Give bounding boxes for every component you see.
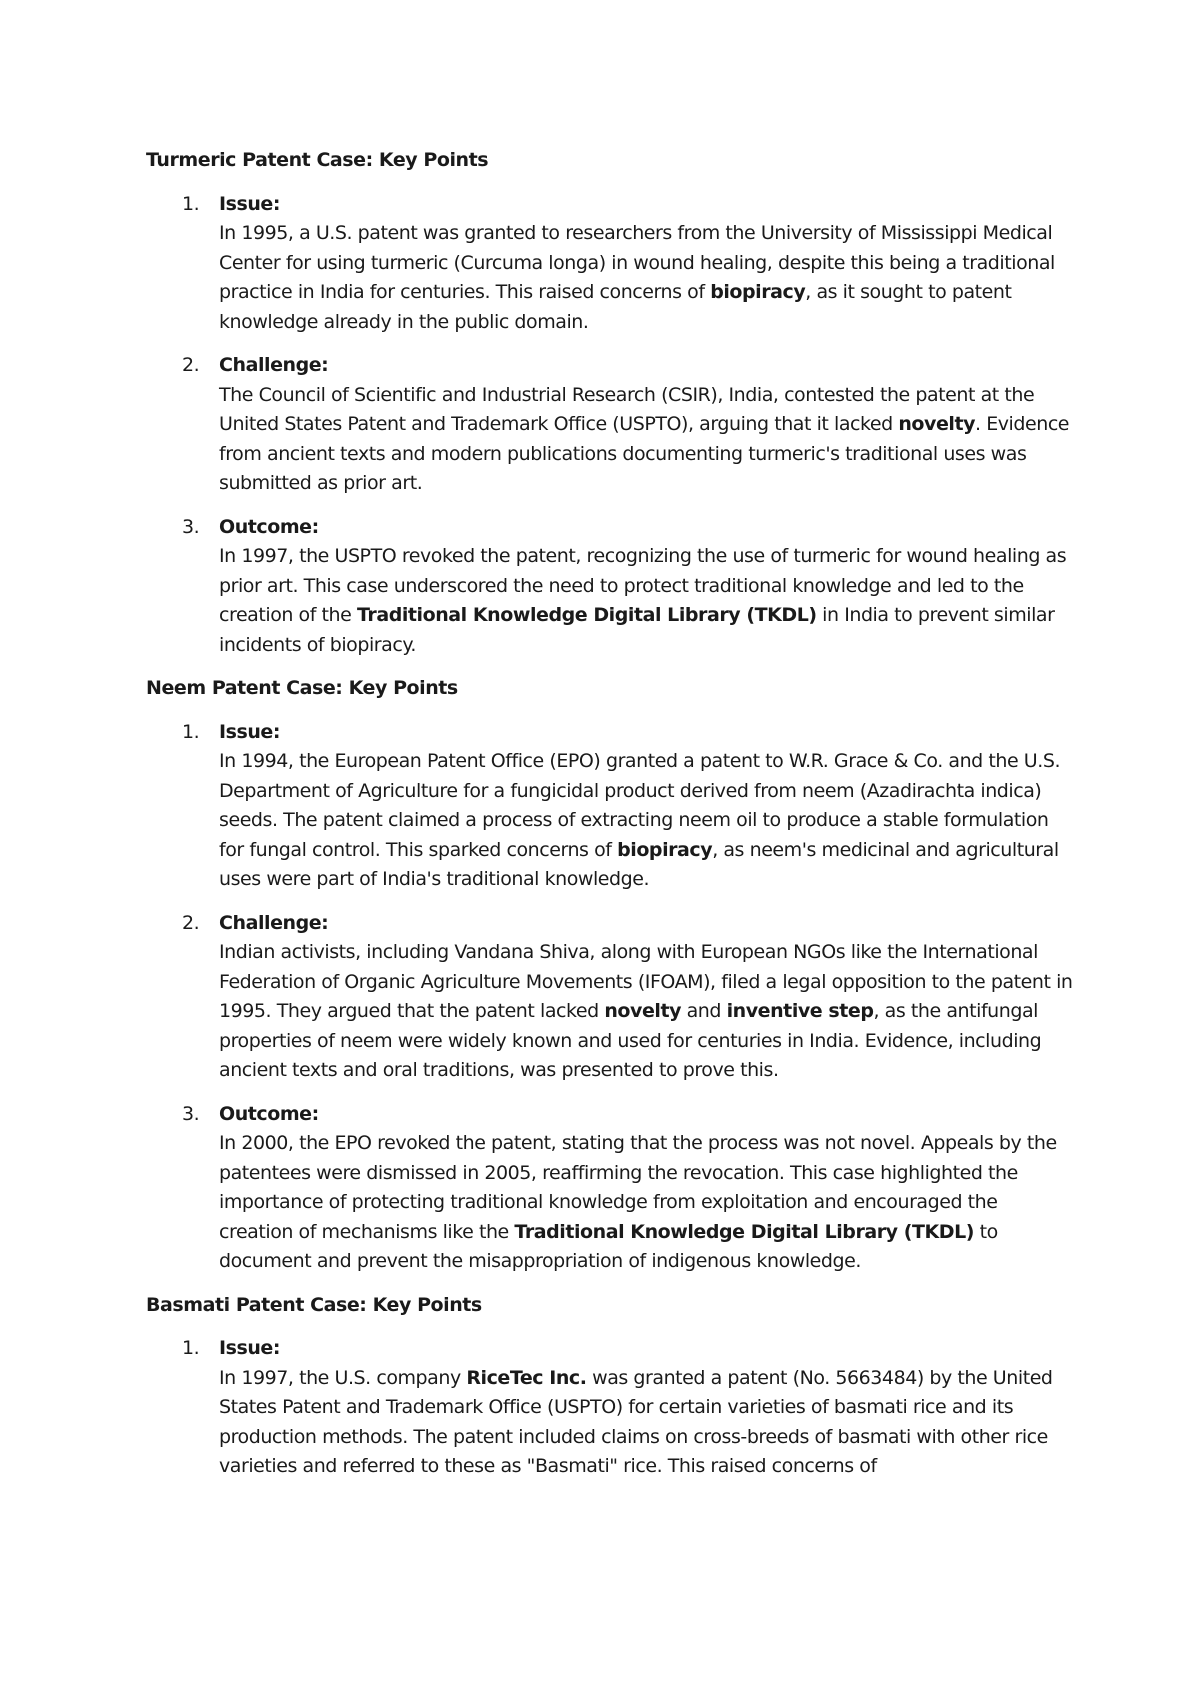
- item-body: In 1995, a U.S. patent was granted to researchers from the University of Mississippi Medical Center for using turmeric (Curcuma longa) in wound healing, despite this being a traditional practice in India for centuries. This raised concerns of biopiracy, as it sought to patent knowledge already in the public domain.: [219, 222, 1055, 333]
- document-body: [146, 146, 1076, 1496]
- list-number: 2.: [182, 911, 200, 934]
- list-item: [146, 513, 1076, 661]
- list-item: [146, 909, 1076, 1086]
- item-label: Challenge:: [219, 911, 329, 934]
- list-number: 3.: [182, 515, 200, 538]
- list-item: [146, 1100, 1076, 1277]
- list-item: [146, 351, 1076, 499]
- item-body: In 1997, the USPTO revoked the patent, recognizing the use of turmeric for wound healing as prior art. This case underscored the need to protect traditional knowledge and led to the creation of the Traditional Knowledge Digital Library (TKDL) in India to prevent similar incidents of biopiracy.: [219, 545, 1067, 656]
- item-body: The Council of Scientific and Industrial Research (CSIR), India, contested the patent at the United States Patent and Trademark Office (USPTO), arguing that it lacked novelty. Evidence from ancient texts and modern publications documenting turmeric's traditional uses was submitted as prior art.: [219, 383, 1070, 494]
- list-number: 1.: [182, 1337, 200, 1359]
- item-body: In 2000, the EPO revoked the patent, stating that the process was not novel. Appeals by the patentees were dismissed in 2005, reaffirming the revocation. This case highlighted the importance of protecting traditional knowledge from exploitation and encouraged the creation of mechanisms like the Traditional Knowledge Digital Library (TKDL) to document and prevent the misappropriation of indigenous knowledge.: [219, 1132, 1057, 1272]
- case-heading: Basmati Patent Case: Key Points: [146, 1293, 482, 1316]
- item-label: Outcome:: [219, 515, 319, 538]
- item-body: In 1994, the European Patent Office (EPO) granted a patent to W.R. Grace & Co. and the U.S. Department of Agriculture for a fungicidal product derived from neem (Azadirachta indica) seeds. The patent claimed a process of extracting neem oil to produce a stable formulation for fungal control. This sparked concerns of biopiracy, as neem's medicinal and agricultural uses were part of India's traditional knowledge.: [219, 750, 1061, 890]
- list-item: [146, 190, 1076, 338]
- list-number: 1.: [182, 720, 200, 743]
- item-body: In 1997, the U.S. company RiceTec Inc. was granted a patent (No. 5663484) by the United States Patent and Trademark Office (USPTO) for certain varieties of basmati rice and its production methods. The patent included claims on cross-breeds of basmati with other rice varieties and referred to these as "Basmati" rice. This raised concerns of: [219, 1366, 1053, 1477]
- item-label: Issue:: [219, 720, 280, 743]
- list-item: [146, 718, 1076, 895]
- basmati-case-section: [146, 1291, 1076, 1482]
- item-label: Issue:: [219, 192, 280, 215]
- item-label: Issue:: [219, 1337, 280, 1359]
- list-item: [146, 1334, 1076, 1482]
- list-number: 2.: [182, 354, 200, 376]
- case-heading: Neem Patent Case: Key Points: [146, 677, 458, 699]
- case-heading: Turmeric Patent Case: Key Points: [146, 149, 489, 171]
- list-number: 3.: [182, 1102, 200, 1125]
- list-number: 1.: [182, 192, 200, 215]
- turmeric-case-section: [146, 146, 1076, 660]
- item-label: Outcome:: [219, 1102, 319, 1125]
- item-body: Indian activists, including Vandana Shiva, along with European NGOs like the International Federation of Organic Agriculture Movements (IFOAM), filed a legal opposition to the patent in 1995. They argued that the patent lacked novelty and inventive step, as the antifungal properties of neem were widely known and used for centuries in India. Evidence, including ancient texts and oral traditions, was presented to prove this.: [219, 941, 1073, 1081]
- item-label: Challenge:: [219, 354, 329, 376]
- neem-case-section: [146, 674, 1076, 1277]
